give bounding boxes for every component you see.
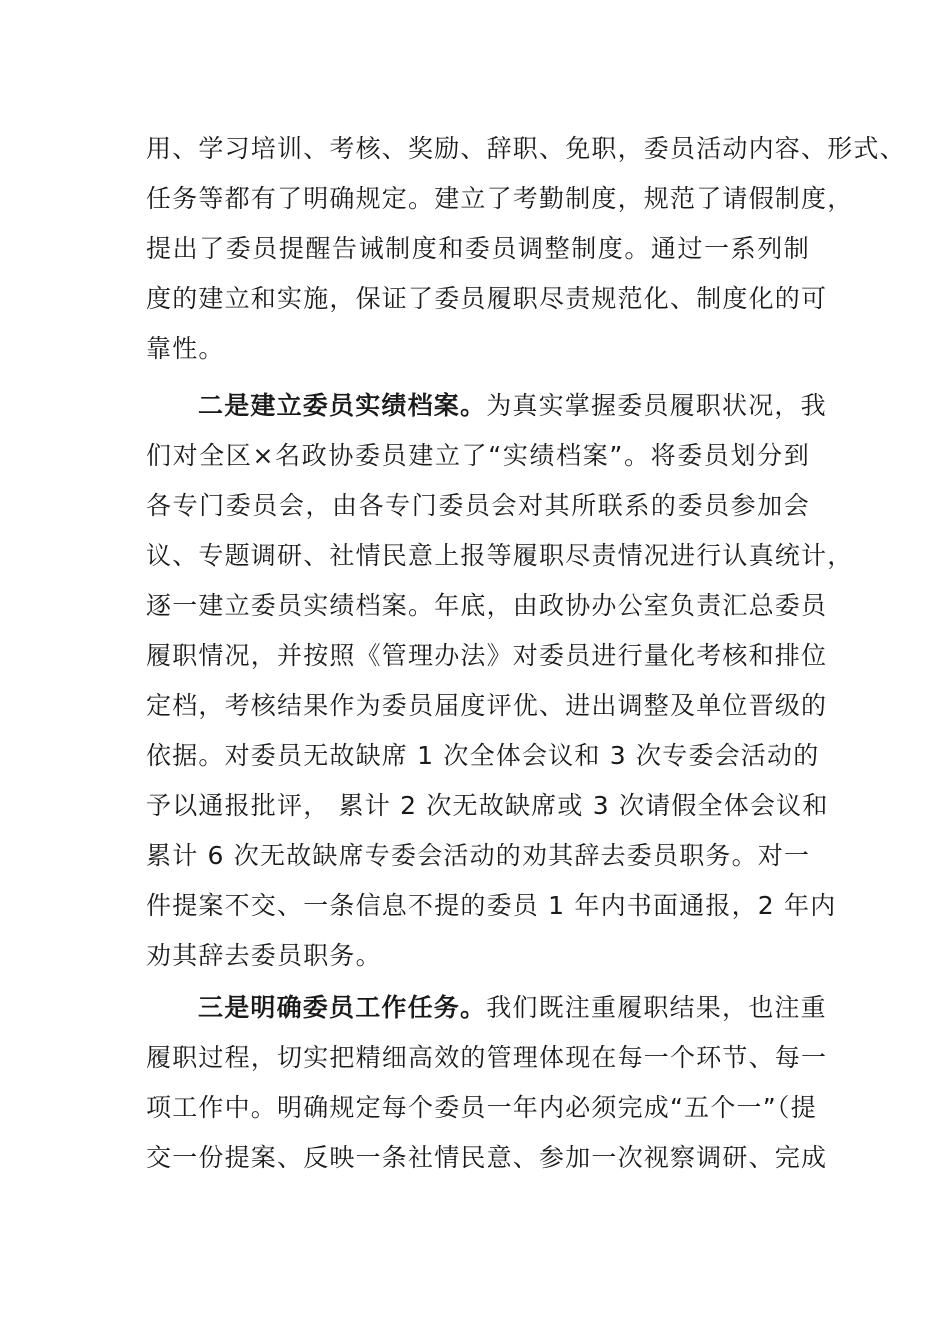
- text-line: 度的建立和实施，保证了委员履职尽责规范化、制度化的可: [146, 284, 828, 313]
- paragraph-first-line: [146, 381, 827, 431]
- text-line: 议、专题调研、社情民意上报等履职尽责情况进行认真统计，: [146, 541, 854, 570]
- text-line: 件提案不交、一条信息不提的委员 1 年内书面通报，2 年内: [146, 891, 837, 920]
- text-line: 定档，考核结果作为委员届度评优、进出调整及单位晋级的: [146, 691, 828, 720]
- paragraph-tasks: [146, 983, 828, 1183]
- text-line: 逐一建立委员实绩档案。年底，由政协办公室负责汇总委员: [146, 591, 828, 620]
- text-line: 各专门委员会，由各专门委员会对其所联系的委员参加会: [146, 491, 810, 520]
- text-line: 依据。对委员无故缺席 1 次全体会议和 3 次专委会活动的: [146, 741, 820, 770]
- text-line: 累计 6 次无故缺席专委会活动的劝其辞去委员职务。对一: [146, 841, 811, 870]
- paragraph-continuation: [146, 124, 906, 374]
- text-line: 予以通报批评， 累计 2 次无故缺席或 3 次请假全体会议和: [146, 791, 829, 820]
- paragraph-archive: [146, 381, 854, 981]
- text-line: 们对全区×名政协委员建立了“实绩档案”。将委员划分到: [146, 441, 810, 470]
- text-line: 用、学习培训、考核、奖励、辞职、免职，委员活动内容、形式、: [146, 134, 906, 163]
- text-line: 交一份提案、反映一条社情民意、参加一次视察调研、完成: [146, 1143, 828, 1172]
- paragraph-first-line: [146, 983, 827, 1033]
- text-line: 劝其辞去委员职务。: [146, 941, 382, 970]
- text-line: 靠性。: [146, 334, 225, 363]
- paragraph-first-text: 为真实掌握委员履职状况，我: [486, 391, 827, 420]
- paragraph-lead: 三是明确委员工作任务。: [198, 993, 487, 1022]
- text-line: 履职情况，并按照《管理办法》对委员进行量化考核和排位: [146, 641, 828, 670]
- text-line: 任务等都有了明确规定。建立了考勤制度，规范了请假制度，: [146, 184, 854, 213]
- text-line: 提出了委员提醒告诫制度和委员调整制度。通过一系列制: [146, 234, 810, 263]
- text-line: 项工作中。明确规定每个委员一年内必须完成“五个一”（提: [146, 1093, 817, 1122]
- paragraph-lead: 二是建立委员实绩档案。: [198, 391, 487, 420]
- text-line: 履职过程，切实把精细高效的管理体现在每一个环节、每一: [146, 1043, 828, 1072]
- paragraph-first-text: 我们既注重履职结果，也注重: [486, 993, 827, 1022]
